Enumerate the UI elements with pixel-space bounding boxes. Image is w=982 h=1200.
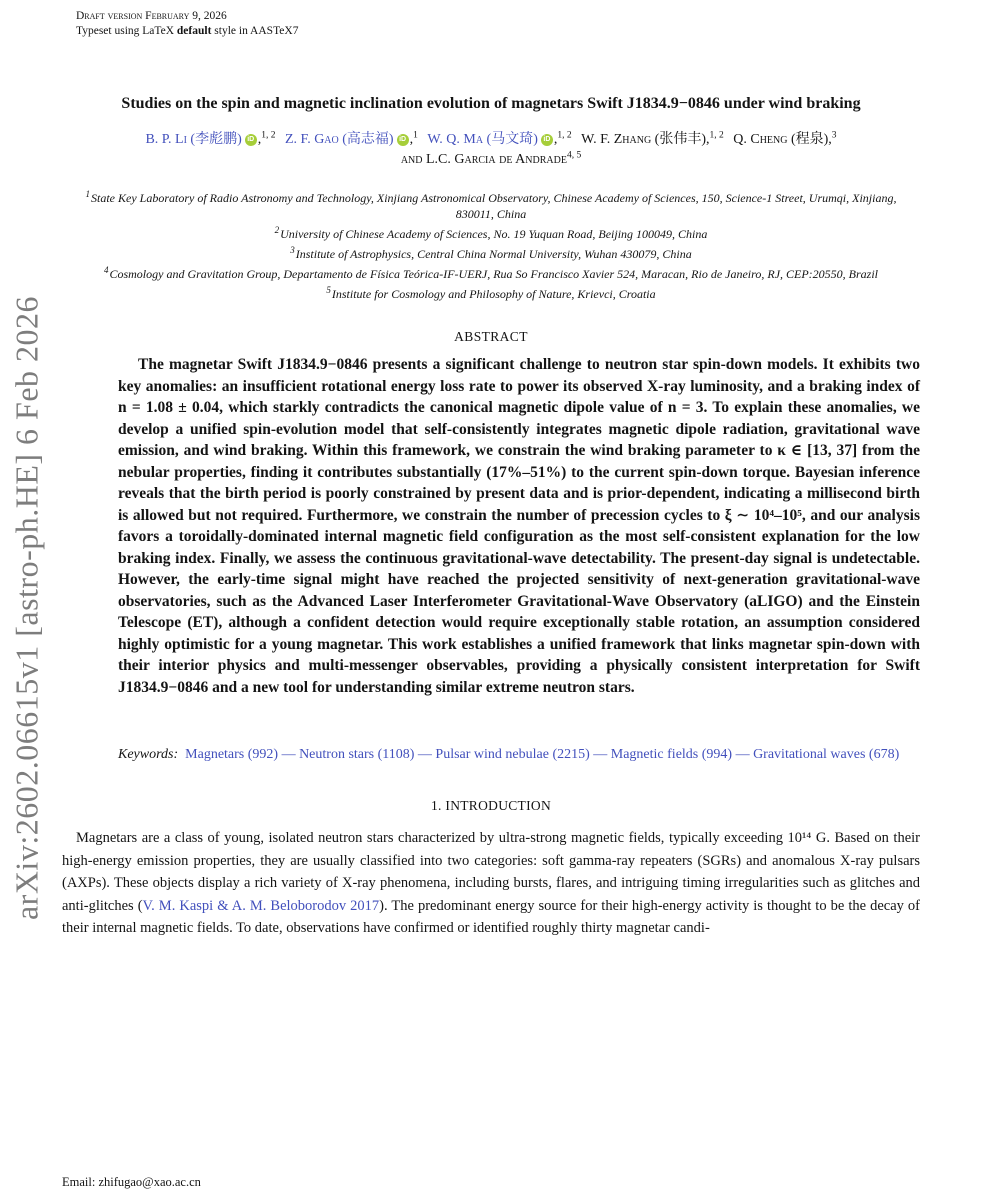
typeset-text-2: style in AASTeX7 (211, 25, 299, 37)
keywords-links[interactable]: Magnetars (992) — Neutron stars (1108) — Pulsar wind nebulae (2215) — Magnetic fields (994) — Gravitational waves (678) (185, 747, 900, 762)
author-name-link[interactable]: Z. F. Gao (高志福) (284, 132, 394, 147)
author-list (62, 130, 920, 170)
citation-link[interactable]: V. M. Kaspi & A. M. Beloborodov 2017 (142, 897, 380, 914)
author (285, 132, 418, 147)
affiliation-text: Institute for Cosmology and Philosophy of Nature, Krievci, Croatia (331, 287, 656, 301)
author-sep: , (257, 132, 262, 147)
author-affil-refs: 3 (831, 130, 837, 141)
keywords-label: Keywords: (118, 747, 179, 762)
email-line[interactable]: Email: zhifugao@xao.ac.cn (62, 1175, 201, 1189)
affiliation-text: Institute of Astrophysics, Central China Normal University, Wuhan 430079, China (295, 247, 692, 261)
author-name-link[interactable]: W. Q. Ma (马文琦) (427, 132, 538, 147)
author (733, 132, 836, 147)
affiliation-text: University of Chinese Academy of Sciences, No. 19 Yuquan Road, Beijing 100049, China (280, 227, 708, 241)
author-affil-refs: 1, 2 (709, 130, 724, 141)
author-line-1 (62, 130, 920, 150)
author-sep: , (409, 132, 414, 147)
affiliation-number: 3 (290, 245, 295, 255)
typeset-text-1: Typeset using LaTeX (76, 25, 177, 37)
author-affil-refs: 1 (413, 130, 418, 141)
author-affil-refs: 1, 2 (261, 130, 276, 141)
author-sep: , (828, 132, 832, 147)
section-heading-introduction: 1. INTRODUCTION (431, 798, 551, 813)
abstract-text: The magnetar Swift J1834.9−0846 presents a significant challenge to neutron star spin-down models. It exhibits two key anomalies: an insufficient rotational energy loss rate to power its observed X-ray luminosity, and a braking index of n = 1.08 ± 0.04, which starkly contradicts the canonical magnetic dipole value of n = 3. To explain these anomalies, we develop a unified spin-evolution model that self-consistently integrates magnetic dipole radiation, gravitational wave emission, and wind braking. Within this framework, we constrain the wind braking parameter to κ ∈ [13, 37] from the nebular properties, finding it contributes substantially (17%–51%) to the current spin-down torque. Bayesian inference reveals that the birth period is poorly constrained by present data and is prior-dependent, indicating a millisecond birth is allowed but not required. Furthermore, we constrain the number of precession cycles to ξ ∼ 10⁴–10⁵, and our analysis favors a toroidally-dominated internal magnetic field configuration as the most self-consistent explanation for the low braking index. Finally, we assess the continuous gravitational-wave detectability. The present-day signal is undetectable. However, the early-time signal might have reached the projected sensitivity of next-generation gravitational-wave observatories, such as the Advanced Laser Interferometer Gravitational-Wave Observatory (aLIGO) and the Einstein Telescope (ET), although a confident detection would require exceptionally stable rotation, an assumption considered highly optimistic for a young magnetar. This work establishes a unified framework that links magnetar spin-down with their interior physics and multi-messenger observables, providing a physically consistent interpretation for Swift J1834.9−0846 and a new tool for understanding similar extreme neutron stars. (118, 356, 920, 696)
author-sep: , (706, 132, 710, 147)
author-affil-refs: 4, 5 (566, 150, 582, 161)
intro-text-1: Magnetars are a class of young, isolated neutron stars characterized by ultra-strong magnetic fields, typically exceeding 10¹⁴ G. Based on their high-energy emission properties, they are usually classified into two categories: soft gamma-ray repeaters (SGRs) and anomalous X-ray pulsars (AXPs). These objects display a rich variety of X-ray phenomena, including bursts, flares, and intriguing timing irregularities such as glitches and anti-glitches ( (62, 830, 920, 914)
draft-header (62, 0, 920, 39)
draft-version-line: Draft version February 9, 2026 (76, 10, 227, 22)
affiliation-text: State Key Laboratory of Radio Astronomy and Technology, Xinjiang Astronomical Observatory, Chinese Academy of Sciences, 150, Science-1 Street, Urumqi, Xinjiang, 830011, China (91, 191, 897, 221)
affiliation-list (62, 190, 920, 302)
author-sep: , (553, 132, 558, 147)
affiliation-number: 4 (103, 265, 109, 275)
author (581, 132, 724, 147)
affiliation-text: Cosmology and Gravitation Group, Departamento de Física Teórica-IF-UERJ, Rua So Francisco Xavier 524, Maracan, Rio de Janeiro, RJ, CEP:20550, Brazil (109, 267, 879, 281)
orcid-icon[interactable]: iD (397, 134, 409, 146)
author-line-2 (62, 150, 920, 170)
paper-title: Studies on the spin and magnetic inclination evolution of magnetars Swift J1834.9−0846 under wind braking (121, 95, 861, 112)
affiliation-number: 2 (274, 225, 280, 235)
affiliation (62, 266, 920, 282)
intro-paragraph (62, 827, 920, 940)
author (427, 132, 571, 147)
author-name: Q. Cheng (程泉) (733, 132, 829, 147)
affiliation (62, 226, 920, 242)
typeset-style-name: default (176, 25, 212, 37)
affiliation (62, 286, 920, 302)
author-affil-refs: 1, 2 (557, 130, 572, 141)
orcid-icon[interactable]: iD (541, 134, 553, 146)
affiliation (62, 190, 920, 222)
author-name-link[interactable]: B. P. Li (李彪鹏) (145, 132, 242, 147)
affiliation-number: 5 (326, 285, 331, 295)
author-name: and L.C. Garcia de Andrade (400, 152, 567, 167)
orcid-icon[interactable]: iD (245, 134, 257, 146)
affiliation (62, 246, 920, 262)
affiliation-number: 1 (85, 189, 91, 199)
author-name: W. F. Zhang (张伟丰) (581, 132, 706, 147)
author (401, 152, 581, 167)
intro-text-2: ). The predominant energy source for their high-energy activity is thought to be the decay of their internal magnetic fields. To date, observations have confirmed or identified roughly thirty magnetar candi- (62, 897, 920, 936)
keywords-line (118, 744, 920, 766)
abstract-heading: ABSTRACT (454, 329, 528, 344)
author (145, 132, 275, 147)
typeset-line (76, 24, 920, 39)
arxiv-watermark: arXiv:2602.06615v1 [astro-ph.HE] 6 Feb 2026 (8, 295, 45, 921)
